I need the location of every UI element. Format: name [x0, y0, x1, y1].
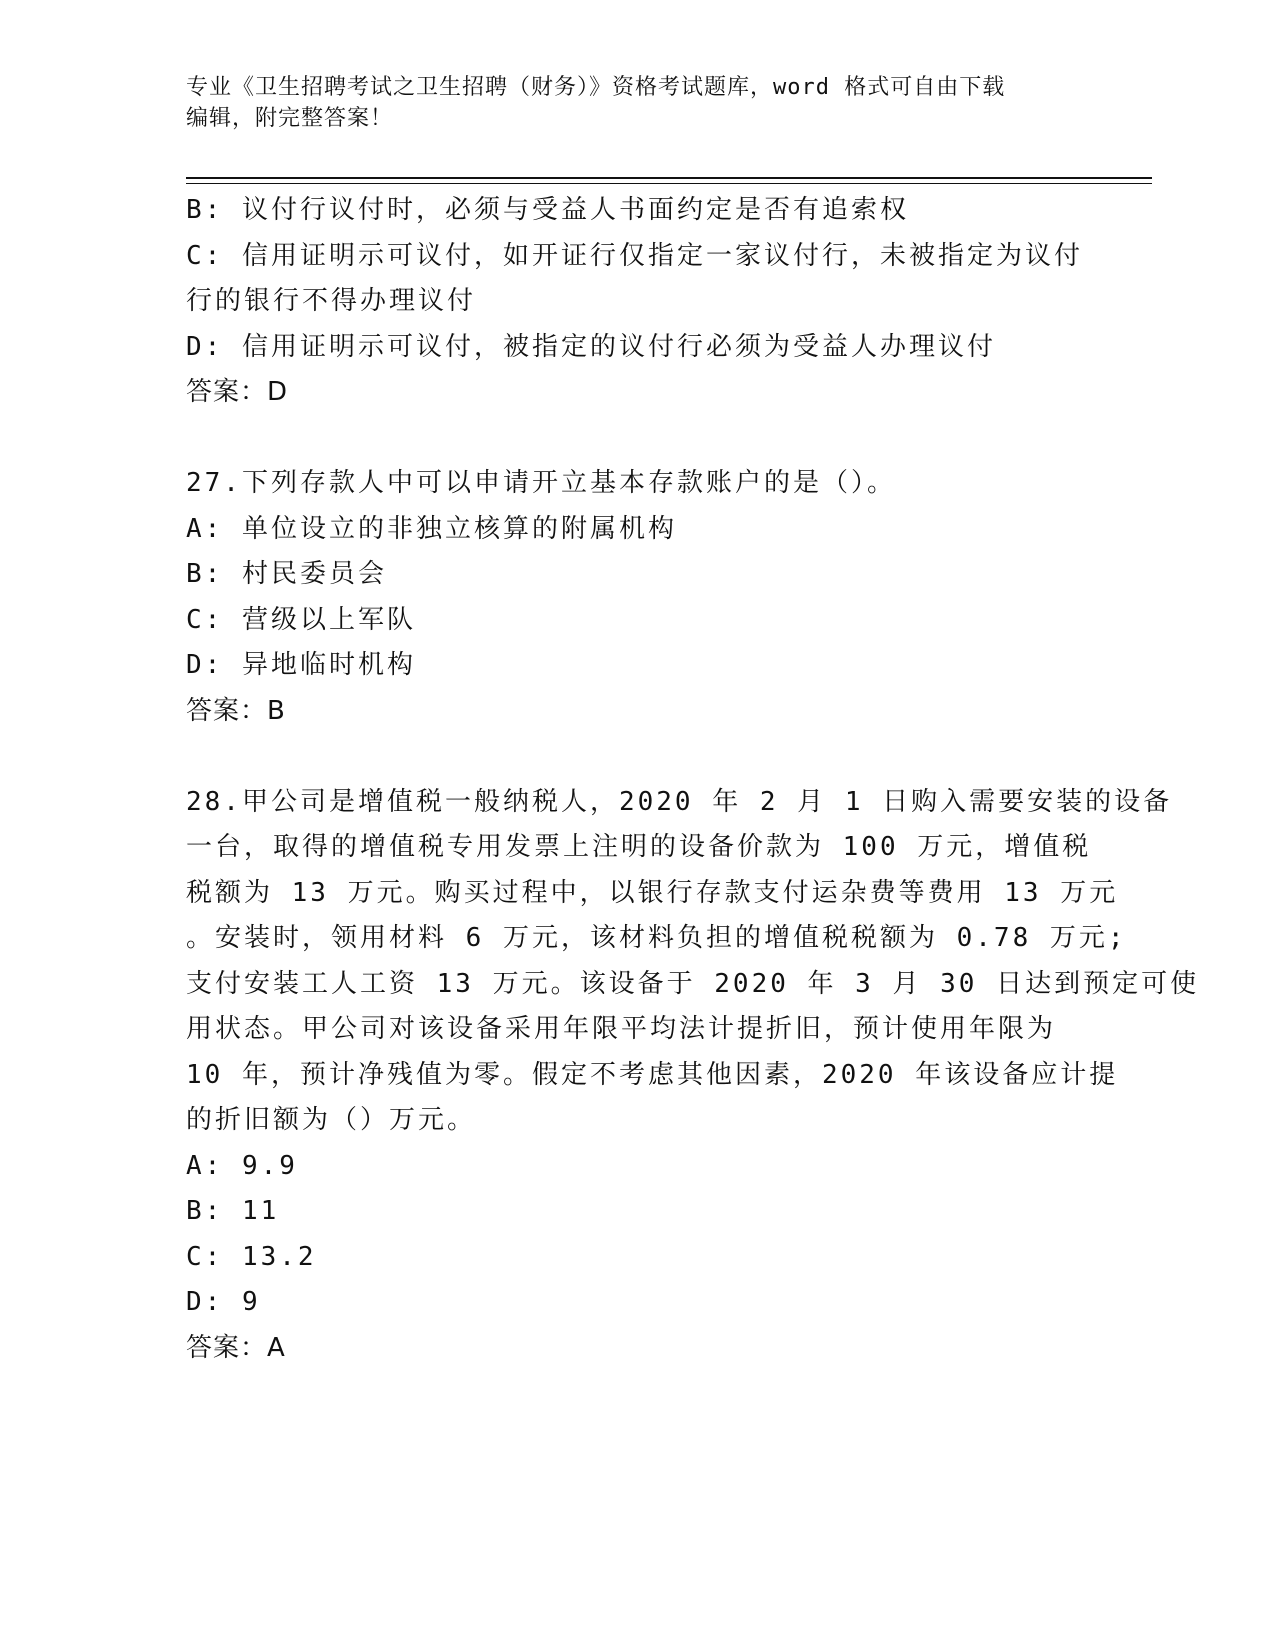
- question-26-block: [186, 188, 1086, 416]
- header-line-1: 专业《卫生招聘考试之卫生招聘（财务）》资格考试题库，word 格式可自由下载: [186, 75, 1006, 100]
- q28-question-line-4: 。安装时，领用材料 6 万元，该材料负担的增值税税额为 0.78 万元;: [186, 923, 1127, 953]
- q27-option-d: D: 异地临时机构: [186, 650, 416, 680]
- q28-question-line-5: 支付安装工人工资 13 万元。该设备于 2020 年 3 月 30 日达到预定可使: [186, 968, 1200, 999]
- document-header: [186, 72, 1086, 134]
- q28-question-line-7: 10 年，预计净残值为零。假定不考虑其他因素，2020 年该设备应计提: [186, 1059, 1119, 1090]
- q26-option-c-line-2: 行的银行不得办理议付: [186, 286, 477, 316]
- document-body: [186, 188, 1200, 1371]
- q28-question-line-8: 的折旧额为（）万元。: [186, 1105, 477, 1135]
- q28-option-d: D: 9: [186, 1287, 261, 1317]
- q26-option-d: D: 信用证明示可议付，被指定的议付行必须为受益人办理议付: [186, 331, 996, 362]
- question-27-block: [186, 461, 1086, 734]
- q27-option-a: A: 单位设立的非独立核算的附属机构: [186, 513, 677, 544]
- q28-option-c: C: 13.2: [186, 1241, 317, 1272]
- q28-question-line-2: 一台，取得的增值税专用发票上注明的设备价款为 100 万元，增值税: [186, 832, 1092, 862]
- q27-option-c: C: 营级以上军队: [186, 604, 416, 635]
- header-rule-thick: [186, 177, 1152, 179]
- header-line-2: 编辑，附完整答案！: [186, 106, 394, 131]
- q26-answer: 答案：D: [186, 377, 289, 407]
- header-rule-thin: [186, 183, 1152, 184]
- q28-question-line-1: 28.甲公司是增值税一般纳税人，2020 年 2 月 1 日购入需要安装的设备: [186, 786, 1173, 817]
- q28-option-b: B: 11: [186, 1196, 280, 1226]
- q26-option-c-line-1: C: 信用证明示可议付，如开证行仅指定一家议付行，未被指定为议付: [186, 240, 1083, 271]
- q28-option-a: A: 9.9: [186, 1150, 298, 1181]
- q27-answer: 答案：B: [186, 695, 286, 726]
- q27-question: 27.下列存款人中可以申请开立基本存款账户的是（）。: [186, 468, 896, 498]
- q28-question-line-3: 税额为 13 万元。购买过程中，以银行存款支付运杂费等费用 13 万元: [186, 877, 1119, 908]
- q28-question-line-6: 用状态。甲公司对该设备采用年限平均法计提折旧，预计使用年限为: [186, 1014, 1057, 1044]
- spacer: [186, 734, 1086, 780]
- q26-option-b: B: 议付行议付时，必须与受益人书面约定是否有追索权: [186, 195, 909, 225]
- q27-option-b: B: 村民委员会: [186, 559, 387, 589]
- spacer: [186, 416, 1086, 462]
- q28-answer: 答案：A: [186, 1332, 286, 1363]
- question-28-block: [186, 780, 1200, 1372]
